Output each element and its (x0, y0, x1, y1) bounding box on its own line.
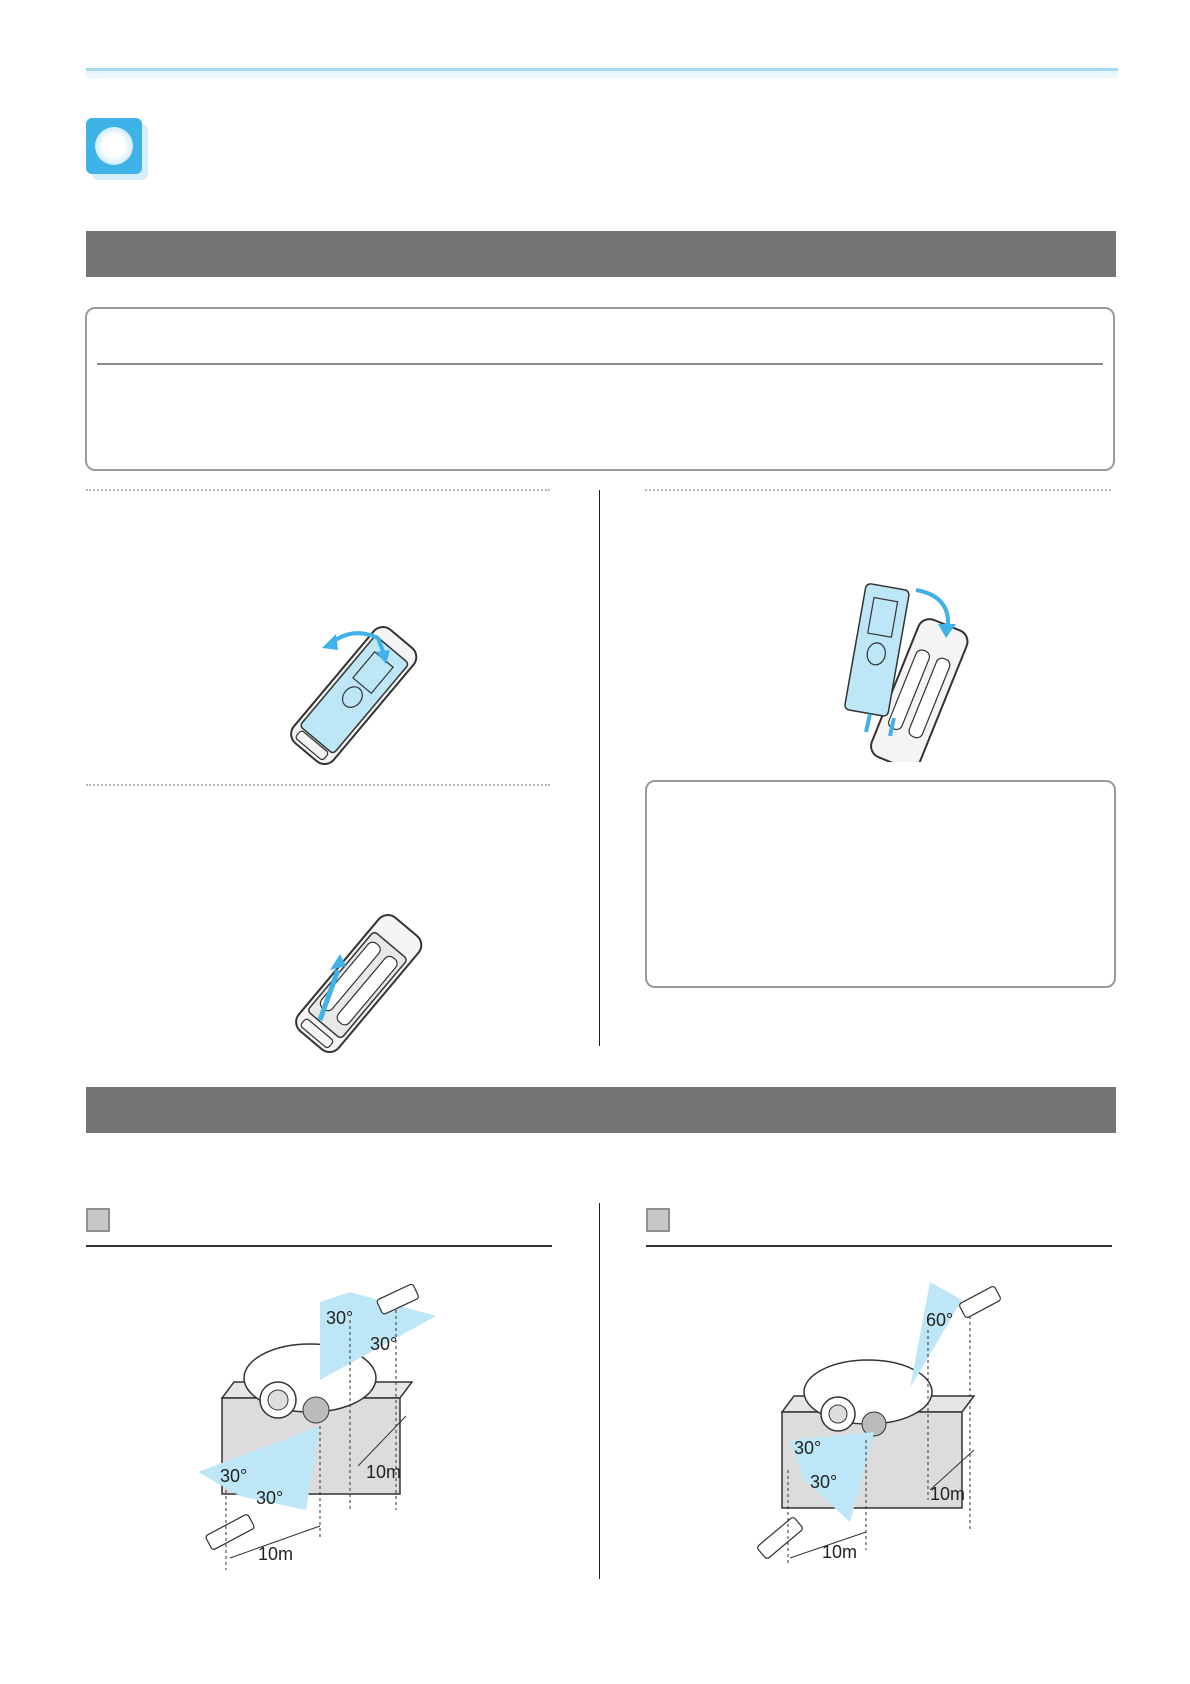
caution-box (85, 307, 1115, 471)
front-range-diagram (170, 1270, 470, 1570)
subsection-square-icon (86, 1208, 110, 1232)
front-distance: 10m (258, 1544, 294, 1564)
section-bar-battery (86, 231, 1116, 277)
caution-divider (97, 363, 1103, 365)
front-angle-right: 30° (256, 1488, 284, 1508)
chapter-bullet-icon (86, 118, 142, 174)
remote-remove-batteries-illustration (280, 900, 430, 1060)
column-divider-range (599, 1203, 600, 1579)
remote-close-cover-illustration (830, 582, 980, 762)
rear-range-diagram (730, 1270, 1030, 1570)
rear-angle-left: 30° (794, 1438, 822, 1458)
front-side-distance: 10m (366, 1462, 402, 1482)
subsection-square-icon (646, 1208, 670, 1232)
subsection-rule-front (86, 1245, 552, 1247)
rear-distance: 10m (822, 1542, 858, 1562)
step-2-divider (86, 784, 550, 786)
front-angle-left: 30° (220, 1466, 248, 1486)
rear-top-angle: 60° (926, 1310, 954, 1330)
front-top-angle-right: 30° (370, 1334, 398, 1354)
rear-side-distance: 10m (930, 1484, 966, 1504)
subsection-rule-rear (646, 1245, 1112, 1247)
front-top-angle-left: 30° (326, 1308, 354, 1328)
section-bar-operating-range (86, 1087, 1116, 1133)
step-1-divider (86, 489, 550, 491)
note-box (645, 780, 1116, 988)
step-3-divider (645, 489, 1111, 491)
rear-angle-right: 30° (810, 1472, 838, 1492)
remote-open-cover-illustration (280, 608, 430, 768)
header-rule (86, 68, 1118, 78)
column-divider (599, 490, 600, 1046)
